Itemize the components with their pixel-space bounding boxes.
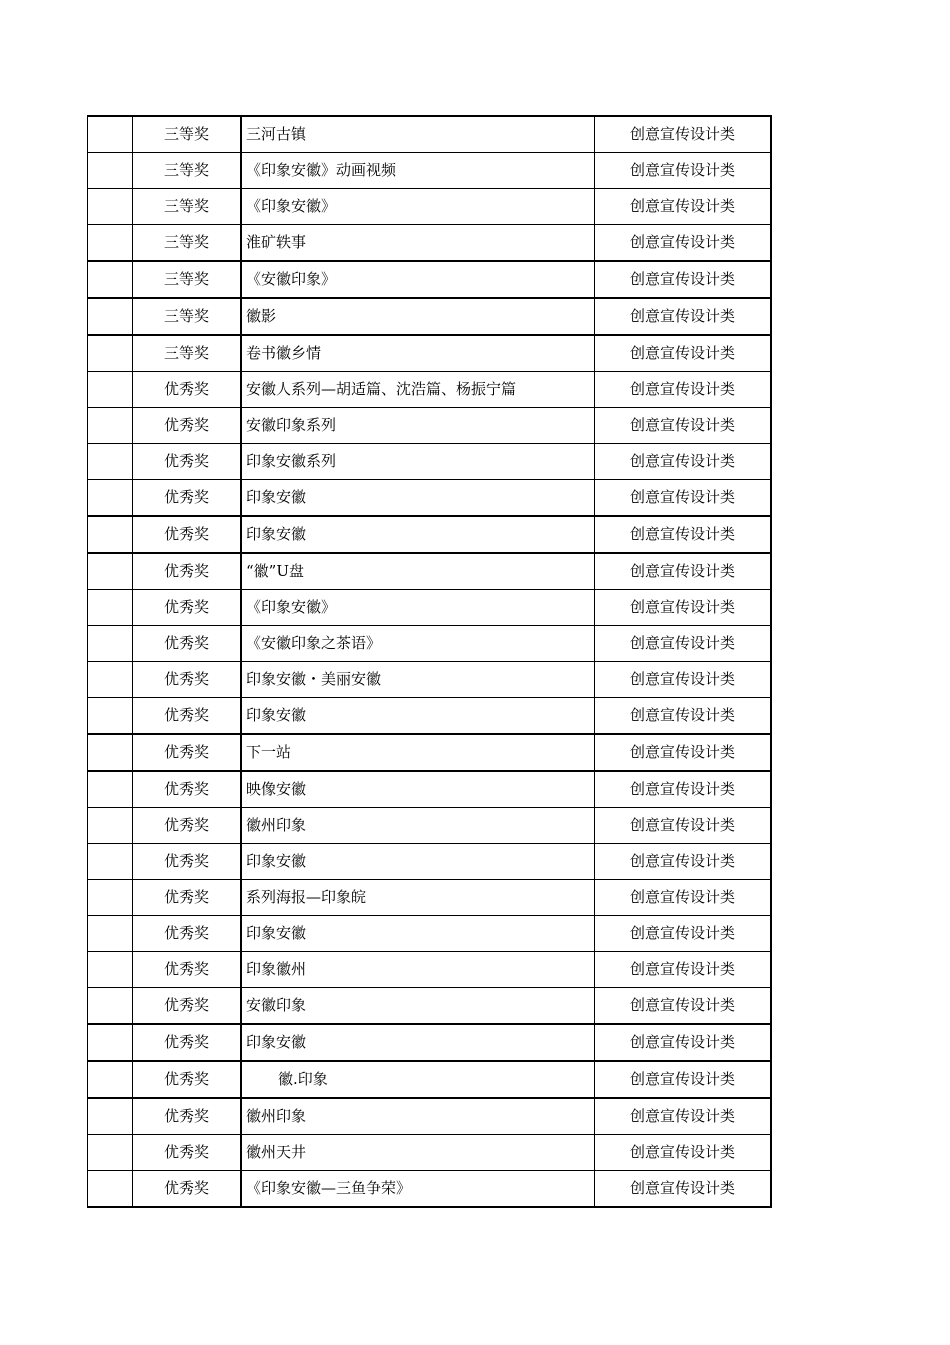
table-row bbox=[88, 844, 772, 880]
row-number-cell bbox=[88, 372, 133, 408]
row-number-cell bbox=[88, 480, 133, 517]
award-cell: 三等奖 bbox=[133, 189, 242, 225]
award-cell: 优秀奖 bbox=[133, 698, 242, 735]
work-title-cell bbox=[241, 516, 595, 553]
work-title-text: 安徽印象系列 bbox=[246, 416, 337, 434]
category-cell: 创意宣传设计类 bbox=[595, 480, 772, 517]
row-number-cell bbox=[88, 1171, 133, 1208]
award-cell: 优秀奖 bbox=[133, 844, 242, 880]
work-title-text: 印象安徽 bbox=[246, 488, 307, 506]
table-row bbox=[88, 298, 772, 335]
category-cell: 创意宣传设计类 bbox=[595, 1024, 772, 1061]
table-row bbox=[88, 916, 772, 952]
award-cell: 优秀奖 bbox=[133, 662, 242, 698]
work-title-text: 印象安徽・美丽安徽 bbox=[246, 670, 382, 688]
work-title-cell bbox=[241, 698, 595, 735]
work-title-text: 《印象安徽》 bbox=[246, 197, 337, 215]
row-number-cell bbox=[88, 952, 133, 988]
category-cell: 创意宣传设计类 bbox=[595, 880, 772, 916]
award-cell: 优秀奖 bbox=[133, 808, 242, 844]
work-title-text: 下一站 bbox=[246, 743, 292, 761]
work-title-cell bbox=[241, 189, 595, 225]
work-title-cell bbox=[241, 880, 595, 916]
work-title-cell bbox=[241, 1171, 595, 1208]
row-number-cell bbox=[88, 189, 133, 225]
work-title-text: 淮矿轶事 bbox=[246, 233, 307, 251]
row-number-cell bbox=[88, 516, 133, 553]
award-cell: 优秀奖 bbox=[133, 480, 242, 517]
work-title-cell bbox=[241, 590, 595, 626]
category-cell: 创意宣传设计类 bbox=[595, 808, 772, 844]
table-row bbox=[88, 808, 772, 844]
table-row bbox=[88, 698, 772, 735]
work-title-text: 卷书徽乡情 bbox=[246, 344, 322, 362]
table-row bbox=[88, 189, 772, 225]
award-cell: 优秀奖 bbox=[133, 516, 242, 553]
award-cell: 优秀奖 bbox=[133, 734, 242, 771]
award-cell: 优秀奖 bbox=[133, 372, 242, 408]
row-number-cell bbox=[88, 1098, 133, 1135]
category-cell: 创意宣传设计类 bbox=[595, 662, 772, 698]
work-title-cell bbox=[241, 553, 595, 590]
work-title-text: 印象安徽 bbox=[246, 852, 307, 870]
award-cell: 优秀奖 bbox=[133, 590, 242, 626]
award-cell: 优秀奖 bbox=[133, 771, 242, 808]
category-cell: 创意宣传设计类 bbox=[595, 553, 772, 590]
work-title-cell bbox=[241, 116, 595, 153]
table-row bbox=[88, 952, 772, 988]
work-title-text: 徽影 bbox=[246, 307, 277, 325]
award-cell: 优秀奖 bbox=[133, 1061, 242, 1098]
table-row bbox=[88, 444, 772, 480]
work-title-text: 《印象安徽》动画视频 bbox=[246, 161, 397, 179]
award-cell: 优秀奖 bbox=[133, 988, 242, 1025]
work-title-text: 安徽人系列—胡适篇、沈浩篇、杨振宁篇 bbox=[246, 380, 517, 398]
work-title-text: 徽州印象 bbox=[246, 1107, 307, 1125]
row-number-cell bbox=[88, 335, 133, 372]
award-cell: 优秀奖 bbox=[133, 952, 242, 988]
row-number-cell bbox=[88, 808, 133, 844]
row-number-cell bbox=[88, 298, 133, 335]
category-cell: 创意宣传设计类 bbox=[595, 952, 772, 988]
award-cell: 优秀奖 bbox=[133, 553, 242, 590]
table-row bbox=[88, 880, 772, 916]
award-cell: 优秀奖 bbox=[133, 1098, 242, 1135]
table-row bbox=[88, 480, 772, 517]
row-number-cell bbox=[88, 1061, 133, 1098]
award-cell: 优秀奖 bbox=[133, 1171, 242, 1208]
work-title-cell bbox=[241, 952, 595, 988]
category-cell: 创意宣传设计类 bbox=[595, 771, 772, 808]
work-title-cell bbox=[241, 988, 595, 1025]
work-title-cell bbox=[241, 808, 595, 844]
work-title-cell bbox=[241, 916, 595, 952]
category-cell: 创意宣传设计类 bbox=[595, 335, 772, 372]
awards-table bbox=[87, 115, 772, 1208]
category-cell: 创意宣传设计类 bbox=[595, 734, 772, 771]
row-number-cell bbox=[88, 734, 133, 771]
award-cell: 优秀奖 bbox=[133, 1024, 242, 1061]
table-row bbox=[88, 335, 772, 372]
row-number-cell bbox=[88, 444, 133, 480]
award-cell: 优秀奖 bbox=[133, 1135, 242, 1171]
award-cell: 三等奖 bbox=[133, 298, 242, 335]
work-title-text: 《印象安徽》 bbox=[246, 598, 337, 616]
category-cell: 创意宣传设计类 bbox=[595, 988, 772, 1025]
table-row bbox=[88, 1135, 772, 1171]
work-title-cell bbox=[241, 771, 595, 808]
award-cell: 三等奖 bbox=[133, 225, 242, 262]
table-row bbox=[88, 771, 772, 808]
table-row bbox=[88, 1061, 772, 1098]
table-row bbox=[88, 408, 772, 444]
category-cell: 创意宣传设计类 bbox=[595, 261, 772, 298]
award-cell: 三等奖 bbox=[133, 153, 242, 189]
work-title-text: 《安徽印象》 bbox=[246, 270, 337, 288]
row-number-cell bbox=[88, 844, 133, 880]
category-cell: 创意宣传设计类 bbox=[595, 153, 772, 189]
category-cell: 创意宣传设计类 bbox=[595, 590, 772, 626]
table-row bbox=[88, 225, 772, 262]
work-title-cell bbox=[241, 153, 595, 189]
row-number-cell bbox=[88, 988, 133, 1025]
work-title-text: 徽州印象 bbox=[246, 816, 307, 834]
table-row bbox=[88, 662, 772, 698]
work-title-cell bbox=[241, 734, 595, 771]
work-title-text: 印象徽州 bbox=[246, 960, 307, 978]
row-number-cell bbox=[88, 1135, 133, 1171]
category-cell: 创意宣传设计类 bbox=[595, 225, 772, 262]
row-number-cell bbox=[88, 698, 133, 735]
work-title-text: 印象安徽系列 bbox=[246, 452, 337, 470]
row-number-cell bbox=[88, 1024, 133, 1061]
work-title-cell bbox=[241, 1098, 595, 1135]
category-cell: 创意宣传设计类 bbox=[595, 1171, 772, 1208]
work-title-cell bbox=[241, 626, 595, 662]
category-cell: 创意宣传设计类 bbox=[595, 444, 772, 480]
award-cell: 优秀奖 bbox=[133, 916, 242, 952]
work-title-text: 《安徽印象之茶语》 bbox=[246, 634, 382, 652]
award-cell: 三等奖 bbox=[133, 116, 242, 153]
category-cell: 创意宣传设计类 bbox=[595, 1061, 772, 1098]
category-cell: 创意宣传设计类 bbox=[595, 372, 772, 408]
award-cell: 优秀奖 bbox=[133, 626, 242, 662]
work-title-text: 三河古镇 bbox=[246, 125, 307, 143]
work-title-text: 映像安徽 bbox=[246, 780, 307, 798]
category-cell: 创意宣传设计类 bbox=[595, 189, 772, 225]
row-number-cell bbox=[88, 408, 133, 444]
work-title-text: 印象安徽 bbox=[246, 706, 307, 724]
work-title-text: 印象安徽 bbox=[246, 924, 307, 942]
row-number-cell bbox=[88, 662, 133, 698]
work-title-cell bbox=[241, 844, 595, 880]
category-cell: 创意宣传设计类 bbox=[595, 116, 772, 153]
row-number-cell bbox=[88, 916, 133, 952]
category-cell: 创意宣传设计类 bbox=[595, 1135, 772, 1171]
work-title-text: 系列海报—印象皖 bbox=[246, 888, 367, 906]
row-number-cell bbox=[88, 116, 133, 153]
awards-table-body bbox=[88, 116, 772, 1207]
row-number-cell bbox=[88, 880, 133, 916]
category-cell: 创意宣传设计类 bbox=[595, 626, 772, 662]
row-number-cell bbox=[88, 225, 133, 262]
work-title-text: 安徽印象 bbox=[246, 996, 307, 1014]
row-number-cell bbox=[88, 153, 133, 189]
work-title-text: 印象安徽 bbox=[246, 1033, 307, 1051]
table-row bbox=[88, 590, 772, 626]
award-cell: 优秀奖 bbox=[133, 880, 242, 916]
row-number-cell bbox=[88, 553, 133, 590]
table-row bbox=[88, 516, 772, 553]
row-number-cell bbox=[88, 261, 133, 298]
work-title-cell bbox=[241, 480, 595, 517]
table-row bbox=[88, 626, 772, 662]
work-title-cell bbox=[241, 408, 595, 444]
work-title-text: 印象安徽 bbox=[246, 525, 307, 543]
category-cell: 创意宣传设计类 bbox=[595, 516, 772, 553]
award-cell: 三等奖 bbox=[133, 335, 242, 372]
table-row bbox=[88, 372, 772, 408]
work-title-cell bbox=[241, 662, 595, 698]
work-title-cell bbox=[241, 225, 595, 262]
table-row bbox=[88, 734, 772, 771]
work-title-text: 《印象安徽—三鱼争荣》 bbox=[246, 1179, 412, 1197]
category-cell: 创意宣传设计类 bbox=[595, 844, 772, 880]
award-cell: 三等奖 bbox=[133, 261, 242, 298]
row-number-cell bbox=[88, 590, 133, 626]
row-number-cell bbox=[88, 771, 133, 808]
award-cell: 优秀奖 bbox=[133, 444, 242, 480]
row-number-cell bbox=[88, 626, 133, 662]
table-row bbox=[88, 553, 772, 590]
table-row bbox=[88, 988, 772, 1025]
table-row bbox=[88, 116, 772, 153]
category-cell: 创意宣传设计类 bbox=[595, 916, 772, 952]
work-title-cell bbox=[241, 335, 595, 372]
work-title-cell bbox=[241, 298, 595, 335]
work-title-text: 徽州天井 bbox=[246, 1143, 307, 1161]
work-title-cell bbox=[241, 444, 595, 480]
category-cell: 创意宣传设计类 bbox=[595, 298, 772, 335]
table-row bbox=[88, 1024, 772, 1061]
table-row bbox=[88, 153, 772, 189]
table-row bbox=[88, 261, 772, 298]
category-cell: 创意宣传设计类 bbox=[595, 698, 772, 735]
award-cell: 优秀奖 bbox=[133, 408, 242, 444]
work-title-cell bbox=[241, 1135, 595, 1171]
category-cell: 创意宣传设计类 bbox=[595, 408, 772, 444]
table-row bbox=[88, 1098, 772, 1135]
work-title-cell bbox=[241, 261, 595, 298]
table-row bbox=[88, 1171, 772, 1208]
work-title-text: “徽”U盘 bbox=[246, 562, 304, 580]
work-title-cell bbox=[241, 372, 595, 408]
work-title-cell bbox=[241, 1024, 595, 1061]
work-title-cell bbox=[241, 1061, 595, 1098]
category-cell: 创意宣传设计类 bbox=[595, 1098, 772, 1135]
work-title-text: 徽.印象 bbox=[278, 1070, 328, 1088]
